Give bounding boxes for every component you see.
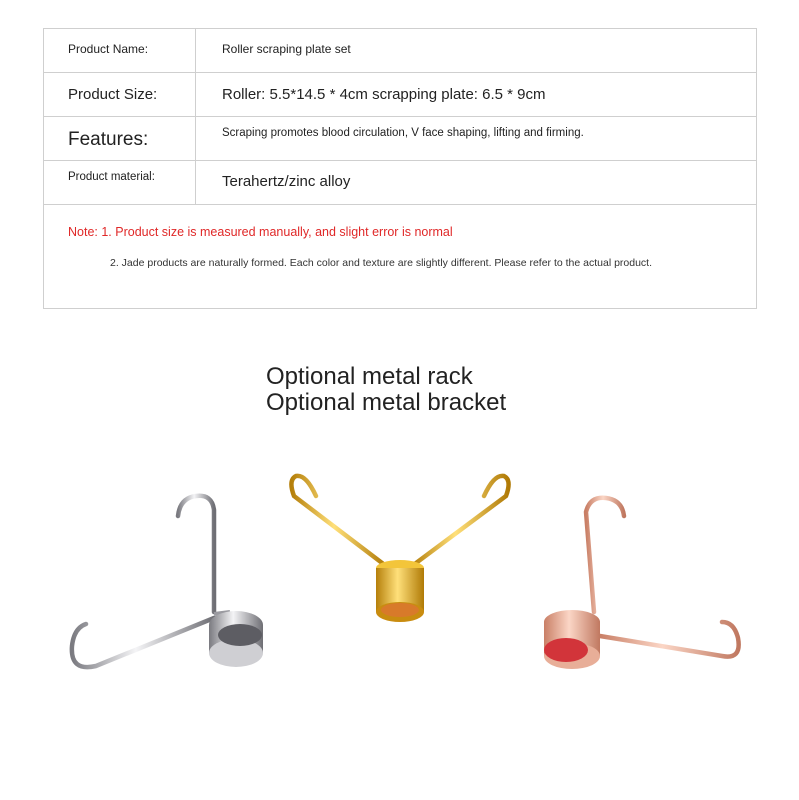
spec-row-product-size: [44, 73, 756, 117]
material-label: Product material:: [68, 171, 155, 183]
product-size-label: Product Size:: [68, 86, 158, 103]
rose-gold-rack: [544, 498, 739, 669]
material-value: Terahertz/zinc alloy: [222, 173, 351, 190]
metal-racks-illustration: [0, 440, 799, 770]
rack-headline: [266, 364, 506, 416]
product-size-value: Roller: 5.5*14.5 * 4cm scrapping plate: 6.5 * 9cm: [222, 86, 546, 103]
note-size-error: Note: 1. Product size is measured manually, and slight error is normal: [68, 225, 453, 239]
spec-row-material: [44, 161, 756, 205]
notes-section: [44, 205, 756, 308]
features-value: Scraping promotes blood circulation, V face shaping, lifting and firming.: [222, 127, 584, 139]
product-name-label: Product Name:: [68, 42, 149, 56]
headline-line-2: Optional metal bracket: [266, 389, 507, 416]
headline-line-1: Optional metal rack: [266, 363, 473, 390]
gold-rack: [291, 476, 508, 622]
product-name-value: Roller scraping plate set: [222, 42, 351, 56]
spec-row-product-name: [44, 29, 756, 73]
note-jade-variation: 2. Jade products are naturally formed. Each color and texture are slightly different. Please refer to the actual product.: [110, 257, 653, 269]
spec-table: [43, 28, 757, 309]
features-label: Features:: [68, 129, 149, 150]
silver-rack: [72, 496, 263, 667]
spec-row-features: [44, 117, 756, 161]
